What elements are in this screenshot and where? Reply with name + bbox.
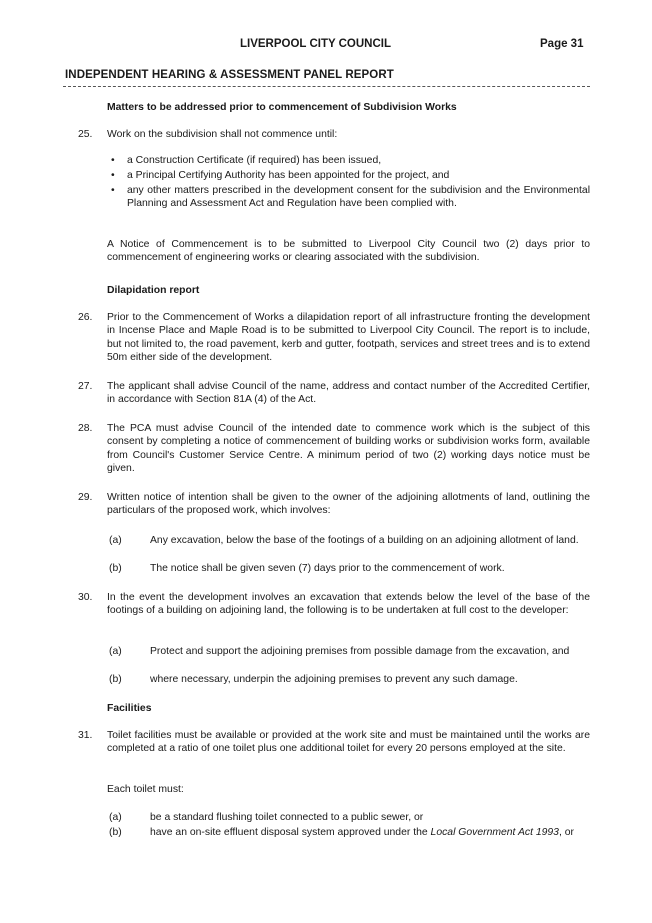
item-label: (b)	[109, 674, 122, 685]
act-title: Local Government Act 1993	[430, 827, 559, 838]
list-item: a Principal Certifying Authority has been appointed for the project, and	[127, 170, 450, 181]
condition-text: The applicant shall advise Council of the name, address and contact number of the Accredited Certifier, in accordance with Section 81A (4) of the Act.	[107, 381, 590, 406]
bullet-marker: •	[111, 155, 115, 166]
condition-number: 28.	[78, 423, 93, 434]
condition-number: 25.	[78, 129, 93, 140]
item-text-end: , or	[558, 827, 574, 838]
item-label: (b)	[109, 563, 122, 574]
report-title: INDEPENDENT HEARING & ASSESSMENT PANEL REPORT	[65, 69, 394, 81]
condition-number: 26.	[78, 312, 93, 323]
list-item: a Construction Certificate (if required) has been issued,	[127, 155, 382, 166]
bullet-marker: •	[111, 185, 115, 196]
condition-paragraph: A Notice of Commencement is to be submitted to Liverpool City Council two (2) days prior to commencement of engineering works or clearing associated with the subdivision.	[107, 239, 590, 264]
page-number: Page 31	[540, 38, 584, 50]
council-name: LIVERPOOL CITY COUNCIL	[240, 38, 392, 50]
list-item: any other matters prescribed in the development consent for the subdivision and the Environmental Planning and Assessment Act and Regulation have been complied with.	[127, 185, 590, 210]
list-item: where necessary, underpin the adjoining premises to prevent any such damage.	[150, 674, 518, 685]
condition-text: The PCA must advise Council of the intended date to commence work which is the subject of this consent by completing a notice of commencement of building works or subdivision works form, available from Council's Customer Service Centre. A minimum period of two (2) working days notice must be given.	[107, 423, 590, 474]
condition-number: 31.	[78, 730, 93, 741]
item-label: (a)	[109, 535, 122, 546]
condition-text: Prior to the Commencement of Works a dilapidation report of all infrastructure fronting the development in Incense Place and Maple Road is to be submitted to Liverpool City Council. The report is to include, but not limited to, the road pavement, kerb and gutter, footpath, services and street trees and is to extend 50m either side of the development.	[107, 312, 590, 363]
condition-number: 29.	[78, 492, 93, 503]
condition-number: 30.	[78, 592, 93, 603]
section-heading: Matters to be addressed prior to commencement of Subdivision Works	[107, 102, 457, 113]
list-item: Protect and support the adjoining premises from possible damage from the excavation, and	[150, 646, 570, 657]
condition-text: In the event the development involves an excavation that extends below the level of the base of the footings of a building on adjoining land, the following is to be undertaken at full cost to the developer:	[107, 592, 590, 617]
condition-text: Work on the subdivision shall not commence until:	[107, 129, 338, 140]
condition-paragraph: Each toilet must:	[107, 784, 184, 795]
item-label: (a)	[109, 646, 122, 657]
section-heading: Dilapidation report	[107, 285, 200, 296]
list-item	[150, 826, 590, 839]
list-item: Any excavation, below the base of the footings of a building on an adjoining allotment of land.	[150, 535, 579, 546]
header-divider	[63, 86, 590, 87]
page-header	[0, 38, 652, 54]
bullet-marker: •	[111, 170, 115, 181]
list-item: The notice shall be given seven (7) days prior to the commencement of work.	[150, 563, 505, 574]
item-label: (a)	[109, 812, 122, 823]
item-text: have an on-site effluent disposal system approved under the	[150, 827, 431, 838]
section-heading: Facilities	[107, 703, 152, 714]
item-label: (b)	[109, 827, 122, 838]
condition-number: 27.	[78, 381, 93, 392]
condition-text: Written notice of intention shall be given to the owner of the adjoining allotments of land, outlining the particulars of the proposed work, which involves:	[107, 492, 590, 517]
list-item: be a standard flushing toilet connected to a public sewer, or	[150, 812, 424, 823]
condition-text: Toilet facilities must be available or provided at the work site and must be maintained until the works are completed at a ratio of one toilet plus one additional toilet for every 20 persons employed at the site.	[107, 730, 590, 755]
